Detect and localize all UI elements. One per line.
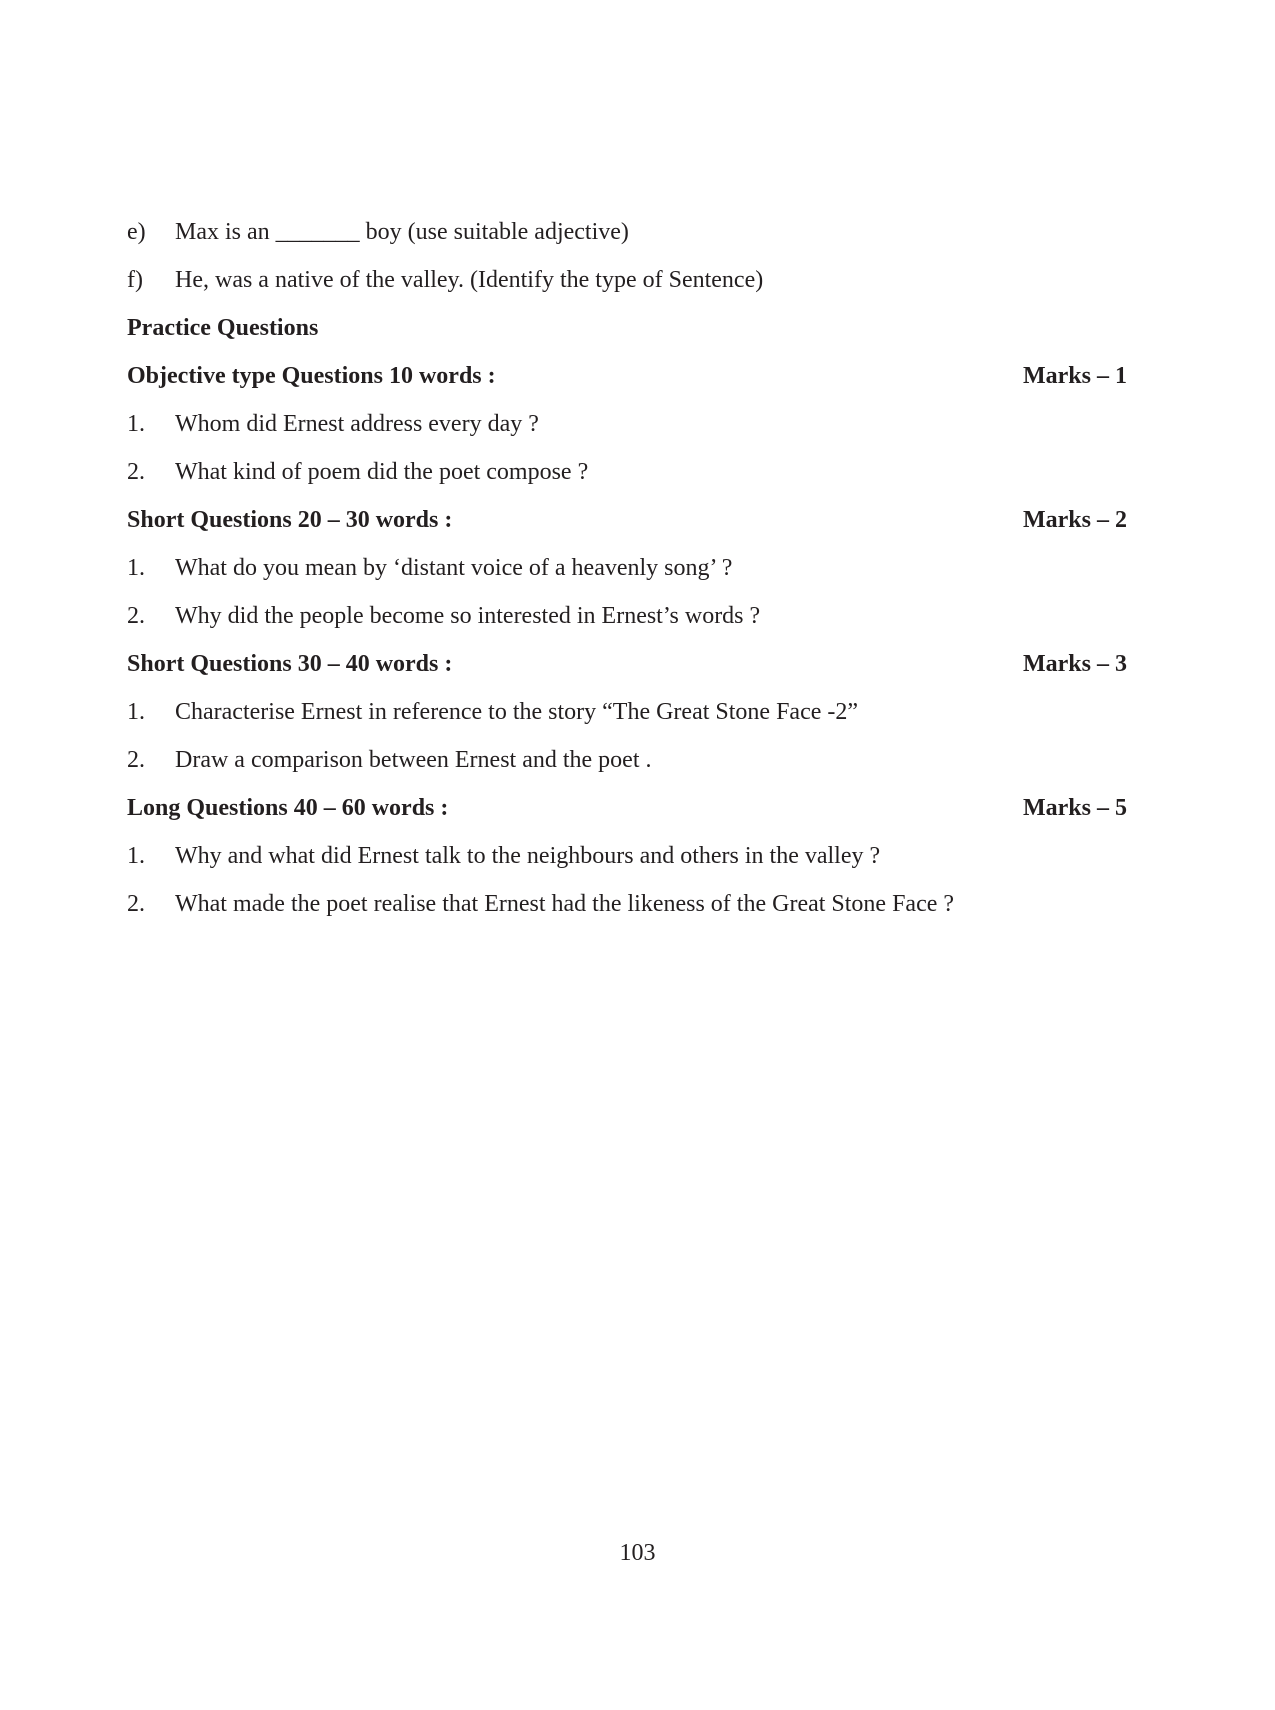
intro-item-e	[127, 214, 1127, 262]
question-number: 2.	[127, 747, 145, 773]
question-item	[127, 598, 1127, 646]
section-marks: Marks – 3	[1023, 651, 1127, 677]
question-text: Why and what did Ernest talk to the neighbours and others in the valley ?	[175, 843, 881, 869]
question-number: 1.	[127, 699, 145, 725]
question-number: 1.	[127, 555, 145, 581]
question-item	[127, 886, 1127, 934]
item-label: e)	[127, 219, 146, 245]
item-text: He, was a native of the valley. (Identify the type of Sentence)	[175, 267, 764, 293]
question-item	[127, 694, 1127, 742]
question-text: What made the poet realise that Ernest had the likeness of the Great Stone Face ?	[175, 891, 955, 917]
section-marks: Marks – 5	[1023, 795, 1127, 821]
question-item	[127, 406, 1127, 454]
question-number: 2.	[127, 603, 145, 629]
question-number: 1.	[127, 843, 145, 869]
question-number: 1.	[127, 411, 145, 437]
document-content	[127, 214, 1127, 934]
section-title: Long Questions 40 – 60 words :	[127, 795, 449, 821]
question-text: What kind of poem did the poet compose ?	[175, 459, 589, 485]
section-heading-long-40-60	[127, 790, 1127, 838]
section-marks: Marks – 1	[1023, 363, 1127, 389]
question-text: Why did the people become so interested in Ernest’s words ?	[175, 603, 761, 629]
question-item	[127, 454, 1127, 502]
question-item	[127, 742, 1127, 790]
item-label: f)	[127, 267, 143, 293]
section-heading-short-30-40	[127, 646, 1127, 694]
section-heading-objective	[127, 358, 1127, 406]
question-text: Draw a comparison between Ernest and the poet .	[175, 747, 652, 773]
question-item	[127, 550, 1127, 598]
practice-questions-heading	[127, 310, 1127, 358]
question-item	[127, 838, 1127, 886]
section-title: Short Questions 30 – 40 words :	[127, 651, 453, 677]
section-title: Objective type Questions 10 words :	[127, 363, 496, 389]
page-number: 103	[619, 1540, 656, 1566]
section-title: Short Questions 20 – 30 words :	[127, 507, 453, 533]
question-number: 2.	[127, 459, 145, 485]
question-text: What do you mean by ‘distant voice of a heavenly song’ ?	[175, 555, 733, 581]
question-text: Whom did Ernest address every day ?	[175, 411, 539, 437]
question-text: Characterise Ernest in reference to the story “The Great Stone Face -2”	[175, 699, 859, 725]
practice-title: Practice Questions	[127, 315, 319, 341]
question-number: 2.	[127, 891, 145, 917]
section-marks: Marks – 2	[1023, 507, 1127, 533]
intro-item-f	[127, 262, 1127, 310]
item-text: Max is an _______ boy (use suitable adjective)	[175, 219, 629, 245]
section-heading-short-20-30	[127, 502, 1127, 550]
